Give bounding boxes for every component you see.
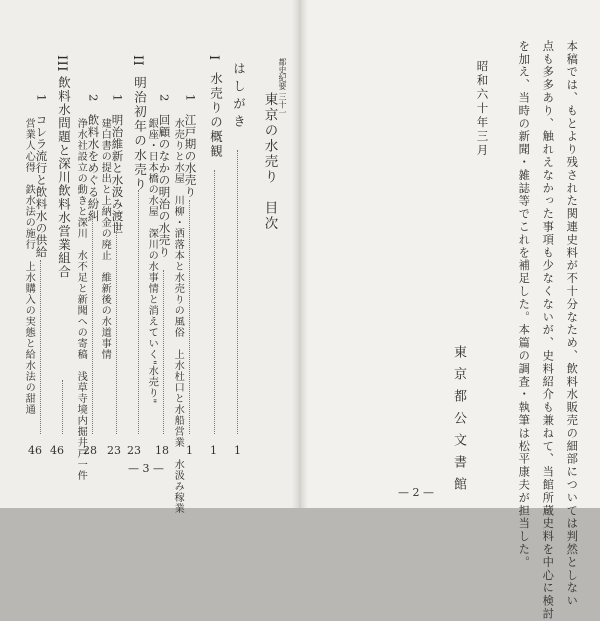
section-detail: 浄水社設立の動きと深川 水不足と新聞への寄稿 浅草寺境内掘井戸一件 [75,118,87,481]
leader [163,270,164,434]
toc-entry-section: 1 明治維新と水汲み渡世 [110,94,125,234]
toc-entry-section: 2 飲料水をめぐる紛糾 [86,94,101,222]
page-number: — 2 — [398,486,434,499]
leader [138,190,139,434]
toc-entry-section: 1 江戸期の水売り [183,94,198,198]
toc-entry-chapter: 明治初年の水売り [132,76,148,192]
chapter-numeral: I [206,55,221,61]
leader [40,260,41,434]
leader [214,170,215,434]
page-ref: 1 [186,444,193,457]
leader [237,150,238,434]
series-label: 都史紀要 三十一 [278,58,287,117]
toc-title: 東京の水売り 目次 [261,92,278,232]
page-ref: 23 [107,444,121,457]
page-ref: 23 [127,444,141,457]
leader [62,380,63,434]
page-left-contents [0,0,300,514]
chapter-numeral: II [130,55,145,67]
page-ref: 1 [210,444,217,457]
section-detail: 建白書の提出と上納金の廃止 維新後の水道事情 [99,118,111,360]
section-detail: 水売りと水屋 川柳・洒落本と水売りの風俗 上水杜口と水船営業 水汲み稼業 [172,118,184,514]
page-ref: 18 [155,444,169,457]
toc-entry-section: 2 回顧のなかの明治の水売り [157,94,172,258]
body-line: 本稿では、もとより残された関連史料が不十分なため、飲料水販売の細部については判然としない [565,40,579,608]
section-detail: 営業人心得 鉄水法の施行 上水購入の実態と給水法の甜通 [23,118,35,415]
page-ref: 46 [28,444,42,457]
toc-entry-section: 1 コレラ流行と飲料水の供給 [34,94,49,258]
page-ref: 46 [50,444,64,457]
preface-date: 昭和六十年三月 [475,60,490,158]
page-right-preface [300,0,600,621]
toc-entry-preface: はしがき [231,62,247,132]
toc-entry-chapter: 水売りの概観 [208,72,224,159]
book-gutter [292,0,308,508]
body-line: を加え、当時の新聞・雑誌等でこれを補足した。本篇の調査・執筆は松平康夫が担当した。 [517,40,531,569]
chapter-numeral: III [54,55,69,72]
page-ref: 1 [234,444,241,457]
leader [92,210,93,434]
leader [189,200,190,434]
leader [116,222,117,434]
publisher-name: 東京都公文書館 [451,345,466,499]
section-detail: 銀座・日本橋の水屋 深川の水事情と消えていく"水売り" [146,118,158,404]
body-line: 点も多多あり、触れえなかった事項も少なくないが、史料紹介も兼ねて、当館所蔵史料を中心に検討 [541,40,555,621]
page-ref: 28 [83,444,97,457]
toc-entry-chapter: 飲料水問題と深川飲料水営業組合 [56,76,72,279]
page-number: — 3 — [128,462,164,475]
